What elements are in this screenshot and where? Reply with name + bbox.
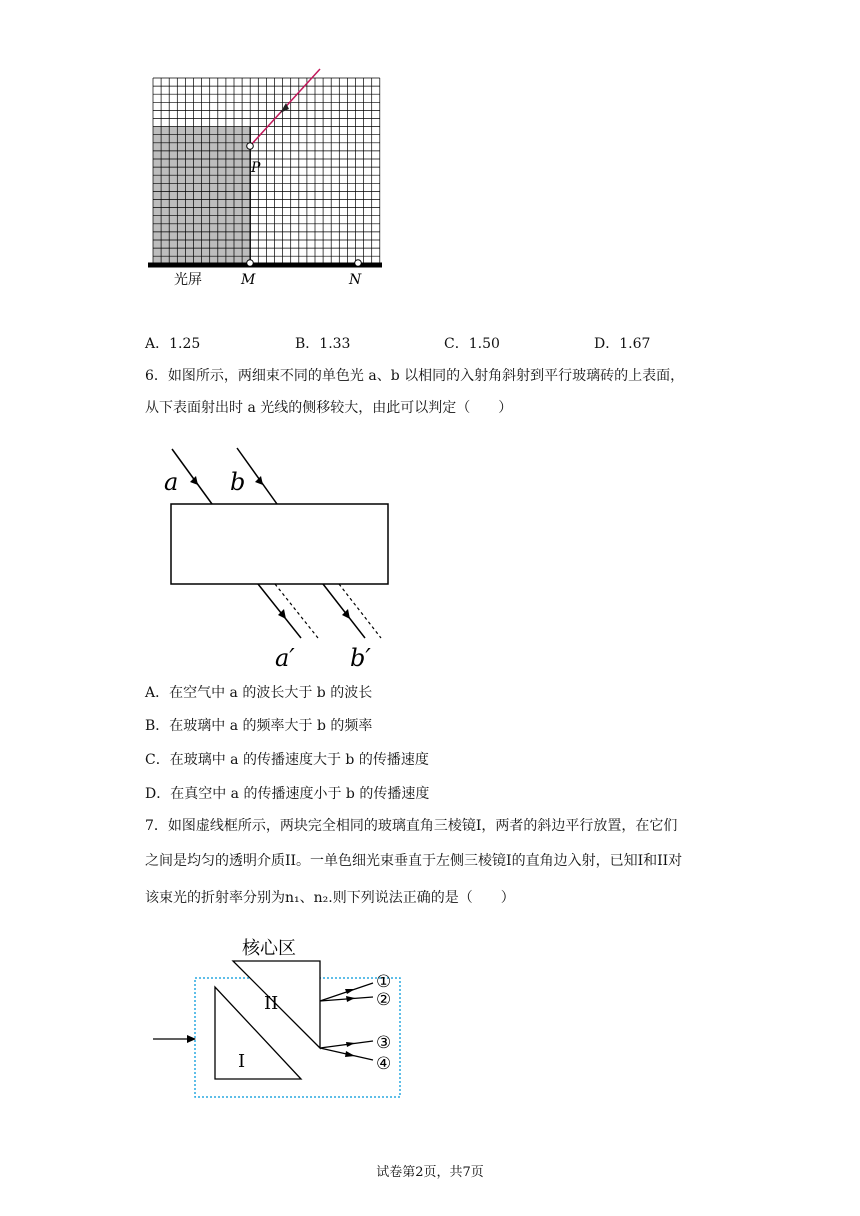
emergent-ray-b — [323, 584, 365, 638]
q7-stem-line2: 之间是均匀的透明介质II。一单色细光束垂直于左侧三棱镜I的直角边入射，已知I和II对 — [145, 853, 683, 869]
ray-4-arrow-icon — [345, 1051, 355, 1057]
q7-stem-line1: 7．如图虚线框所示，两块完全相同的玻璃直角三棱镜I，两者的斜边平行放置，在它们 — [145, 818, 678, 834]
emergent-ray-a — [258, 584, 301, 638]
ray-a-arrow-icon — [190, 476, 198, 485]
label-ray-1: ① — [376, 972, 392, 992]
glass-brick-figure — [150, 440, 410, 675]
q6-option-b: B．在玻璃中 a 的频率大于 b 的频率 — [145, 718, 373, 734]
label-P: P — [251, 160, 261, 176]
ray-1-arrow-icon — [345, 989, 355, 994]
label-ray-3: ③ — [376, 1033, 392, 1053]
label-medium-II: II — [264, 993, 279, 1014]
point-N-marker — [355, 260, 362, 267]
prism-figure — [150, 930, 410, 1105]
label-a-prime: a′ — [275, 644, 295, 672]
point-P-marker — [247, 143, 254, 150]
q6-option-a: A．在空气中 a 的波长大于 b 的波长 — [145, 685, 373, 701]
dashed-ray-b — [339, 584, 381, 638]
point-M-marker — [247, 260, 254, 267]
glass-brick — [171, 504, 388, 584]
label-prism-I: I — [238, 1051, 246, 1072]
label-ray-4: ④ — [376, 1054, 392, 1074]
page-footer: 试卷第2页，共7页 — [376, 1165, 484, 1180]
label-b-prime: b′ — [350, 644, 371, 672]
q6-stem-line1: 6．如图所示，两细束不同的单色光 a、b 以相同的入射角斜射到平行玻璃砖的上表面， — [145, 368, 685, 384]
q5-option-a: A．1.25 — [145, 336, 201, 352]
label-b: b — [230, 468, 246, 496]
label-a: a — [164, 468, 179, 496]
dashed-ray-a — [275, 584, 318, 638]
q7-stem-line3: 该束光的折射率分别为n₁、n₂.则下列说法正确的是（ ） — [145, 890, 515, 906]
grid-lines — [153, 78, 380, 264]
label-N: N — [349, 272, 362, 288]
q5-option-d: D．1.67 — [594, 336, 651, 352]
label-M: M — [241, 272, 256, 288]
core-region-title: 核心区 — [242, 938, 296, 959]
label-light-screen: 光屏 — [174, 272, 202, 288]
grid-figure — [140, 62, 400, 292]
q6-option-c: C．在玻璃中 a 的传播速度大于 b 的传播速度 — [145, 752, 429, 768]
ray-b-arrow-icon — [255, 476, 263, 485]
label-ray-2: ② — [376, 990, 392, 1010]
q6-stem-line2: 从下表面射出时 a 光线的侧移较大，由此可以判定（ ） — [145, 400, 513, 416]
q5-option-b: B．1.33 — [295, 336, 351, 352]
q6-option-d: D．在真空中 a 的传播速度小于 b 的传播速度 — [145, 786, 430, 802]
q5-option-c: C．1.50 — [444, 336, 500, 352]
ray-3-arrow-icon — [346, 1042, 355, 1047]
